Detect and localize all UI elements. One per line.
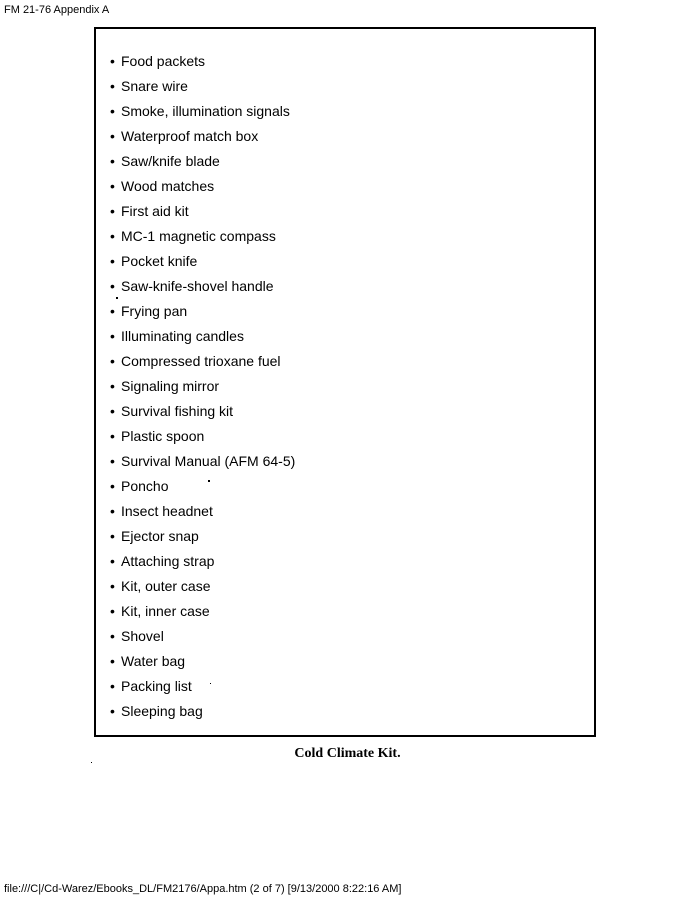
kit-item-label: Smoke, illumination signals xyxy=(121,103,290,119)
kit-item-label: MC-1 magnetic compass xyxy=(121,228,276,244)
kit-item-label: Frying pan xyxy=(121,303,188,319)
kit-item xyxy=(110,149,295,174)
kit-item-label: Plastic spoon xyxy=(121,428,205,444)
bullet-icon: • xyxy=(110,578,115,594)
bullet-icon: • xyxy=(110,353,115,369)
bullet-icon: • xyxy=(110,403,115,419)
kit-item-label: Kit, outer case xyxy=(121,578,211,594)
kit-item xyxy=(110,599,295,624)
kit-item-label: Saw/knife blade xyxy=(121,153,220,169)
kit-item-label: Insect headnet xyxy=(121,503,213,519)
kit-item xyxy=(110,249,295,274)
bullet-icon: • xyxy=(110,528,115,544)
bullet-icon: • xyxy=(110,428,115,444)
kit-item xyxy=(110,199,295,224)
kit-item-label: Ejector snap xyxy=(121,528,199,544)
bullet-icon: • xyxy=(110,53,115,69)
kit-item xyxy=(110,349,295,374)
scan-speck xyxy=(116,297,118,299)
bullet-icon: • xyxy=(110,328,115,344)
kit-item xyxy=(110,174,295,199)
bullet-icon: • xyxy=(110,678,115,694)
bullet-icon: • xyxy=(110,478,115,494)
kit-item xyxy=(110,374,295,399)
bullet-icon: • xyxy=(110,178,115,194)
kit-item xyxy=(110,49,295,74)
kit-item xyxy=(110,224,295,249)
kit-item-label: Signaling mirror xyxy=(121,378,220,394)
kit-item-label: Saw-knife-shovel handle xyxy=(121,278,274,294)
kit-item-label: First aid kit xyxy=(121,203,189,219)
kit-item xyxy=(110,274,295,299)
bullet-icon: • xyxy=(110,78,115,94)
kit-item-label: Survival Manual (AFM 64-5) xyxy=(121,453,296,469)
kit-item xyxy=(110,624,295,649)
kit-item xyxy=(110,424,295,449)
kit-item xyxy=(110,574,295,599)
kit-item-label: Compressed trioxane fuel xyxy=(121,353,281,369)
page-header: FM 21-76 Appendix A xyxy=(4,4,110,16)
kit-item-label: Shovel xyxy=(121,628,164,644)
bullet-icon: • xyxy=(110,203,115,219)
figure-caption: Cold Climate Kit. xyxy=(294,746,401,761)
bullet-icon: • xyxy=(110,303,115,319)
kit-item xyxy=(110,499,295,524)
kit-item xyxy=(110,449,295,474)
kit-item-label: Kit, inner case xyxy=(121,603,210,619)
scan-speck xyxy=(91,762,92,763)
bullet-icon: • xyxy=(110,153,115,169)
kit-item-label: Packing list xyxy=(121,678,192,694)
kit-item-label: Food packets xyxy=(121,53,206,69)
bullet-icon: • xyxy=(110,553,115,569)
kit-item-label: Illuminating candles xyxy=(121,328,244,344)
kit-item xyxy=(110,124,295,149)
kit-item xyxy=(110,674,295,699)
kit-item xyxy=(110,474,295,499)
kit-item-label: Waterproof match box xyxy=(121,128,259,144)
kit-item xyxy=(110,299,295,324)
kit-item xyxy=(110,74,295,99)
kit-item-label: Poncho xyxy=(121,478,169,494)
bullet-icon: • xyxy=(110,103,115,119)
bullet-icon: • xyxy=(110,128,115,144)
kit-item-label: Snare wire xyxy=(121,78,188,94)
kit-item xyxy=(110,99,295,124)
kit-item xyxy=(110,399,295,424)
bullet-icon: • xyxy=(110,603,115,619)
bullet-icon: • xyxy=(110,628,115,644)
kit-item-label: Pocket knife xyxy=(121,253,198,269)
kit-item-label: Survival fishing kit xyxy=(121,403,234,419)
kit-item xyxy=(110,524,295,549)
kit-item xyxy=(110,699,295,724)
bullet-icon: • xyxy=(110,253,115,269)
kit-item-label: Attaching strap xyxy=(121,553,215,569)
page-footer: file:///C|/Cd-Warez/Ebooks_DL/FM2176/Appa.htm (2 of 7) [9/13/2000 8:22:16 AM] xyxy=(4,883,402,895)
kit-item-label: Water bag xyxy=(121,653,186,669)
bullet-icon: • xyxy=(110,228,115,244)
bullet-icon: • xyxy=(110,703,115,719)
kit-item xyxy=(110,549,295,574)
kit-list-box xyxy=(94,27,596,737)
kit-item-label: Wood matches xyxy=(121,178,215,194)
kit-item-list xyxy=(110,49,295,724)
bullet-icon: • xyxy=(110,653,115,669)
kit-item xyxy=(110,649,295,674)
bullet-icon: • xyxy=(110,278,115,294)
scan-speck xyxy=(208,480,210,482)
bullet-icon: • xyxy=(110,503,115,519)
scan-speck xyxy=(210,683,211,684)
kit-item xyxy=(110,324,295,349)
bullet-icon: • xyxy=(110,453,115,469)
bullet-icon: • xyxy=(110,378,115,394)
kit-item-label: Sleeping bag xyxy=(121,703,203,719)
